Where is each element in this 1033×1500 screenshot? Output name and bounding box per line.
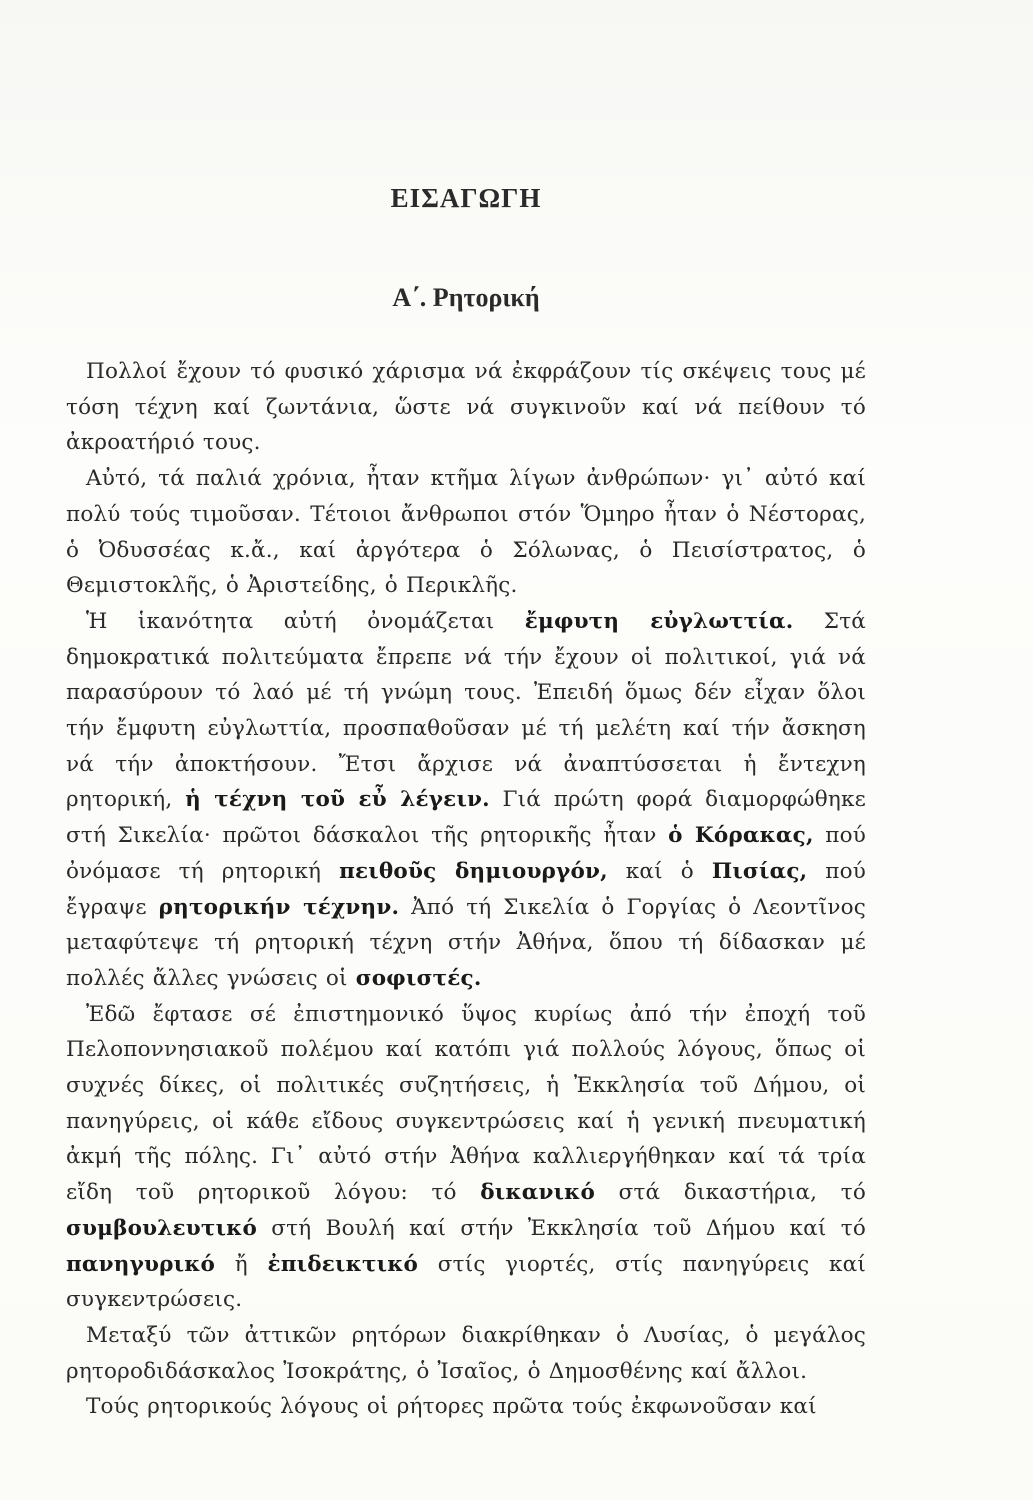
bold-term: ἔμφυτη εὐγλωττία.: [524, 608, 794, 634]
text-run: ἤ: [215, 1251, 268, 1277]
text-run: στά δικαστήρια, τό: [595, 1180, 867, 1206]
text-run: Γιά πρώτη φορά διαμορφώθηκε στή Σικελία· πρῶτοι δάσκαλοι τῆς ρητορικῆς ἦταν: [66, 787, 866, 849]
page-title: ΕΙΣΑΓΩΓΗ: [390, 183, 542, 213]
bold-term: ρητορικήν τέχνην.: [158, 894, 400, 920]
bold-term: ἐπιδεικτικό: [267, 1251, 419, 1277]
page-content: [66, 178, 867, 1420]
paragraph-4: [66, 997, 866, 1318]
bold-term: ἡ τέχνη τοῦ εὖ λέγειν.: [185, 787, 490, 813]
text-run: Ἐδῶ ἔφτασε σέ ἐπιστημονικό ὕψος κυρίως ἀπό τήν ἐποχή τοῦ Πελοποννησιακοῦ πολέμου καί κατόπι γιά πολλούς λόγους, ὅπως οἱ συχνές δίκες, οἱ πολιτικές συζητήσεις, ἡ Ἐκκλησία τοῦ Δήμου, οἱ πανηγύρεις, οἱ κάθε εἴδους συγκεντρώσεις καί ἡ γενική πνευματική ἀκμή τῆς πόλης. Γι᾿ αὐτό στήν Ἀθήνα καλλιεργήθηκαν καί τά τρία εἴδη τοῦ ρητορικοῦ λόγου: τό: [66, 1001, 866, 1206]
text-run: Ἀπό τή Σικελία ὁ Γοργίας ὁ Λεοντῖνος μεταφύτεψε τή ρητορική τέχνη στήν Ἀθήνα, ὅπου τή δίδασκαν μέ πολλές ἄλλες γνώσεις οἱ: [66, 894, 867, 991]
body-text: [66, 354, 866, 1425]
bold-term: ὁ Κόρακας,: [668, 823, 814, 849]
bold-term: πειθοῦς δημιουργόν,: [339, 858, 608, 884]
text-run: Τούς ρητορικούς λόγους οἱ ρήτορες πρῶτα τούς ἐκφωνοῦσαν καί: [86, 1394, 817, 1420]
paragraph-3: [66, 604, 866, 997]
section-heading: Α΄. Ρητορική: [392, 283, 540, 312]
text-run: Μεταξύ τῶν ἀττικῶν ρητόρων διακρίθηκαν ὁ Λυσίας, ὁ μεγάλος ρητοροδιδάσκαλος Ἰσοκράτης, ὁ Ἰσαῖος, ὁ Δημοσθένης καί ἄλλοι.: [66, 1322, 866, 1384]
bold-term: Πισίας,: [711, 858, 808, 884]
paragraph-2: [66, 461, 866, 604]
text-run: Ἡ ἱκανότητα αὐτή ὀνομάζεται: [86, 608, 525, 634]
paragraph-5: [66, 1318, 866, 1389]
bold-term: πανηγυρικό: [66, 1251, 216, 1277]
text-run: καί ὁ: [607, 858, 712, 884]
text-run: Στά δημοκρατικά πολιτεύματα ἔπρεπε νά τήν ἔχουν οἱ πολιτικοί, γιά νά παρασύρουν τό λαό μέ τή γνώμη τους. Ἐπειδή ὅμως δέν εἶχαν ὅλοι τήν ἔμφυτη εὐγλωττία, προσπαθοῦσαν μέ τή μελέτη καί τήν ἄσκηση νά τήν ἀποκτήσουν. Ἔτσι ἄρχισε νά ἀναπτύσσεται ἡ ἔντεχνη ρητορική,: [66, 608, 867, 813]
bold-term: δικανικό: [480, 1180, 596, 1206]
text-run: στή Βουλή καί στήν Ἐκκλησία τοῦ Δήμου καί τό: [257, 1215, 866, 1241]
text-run: πού ὀνόμασε τή ρητορική: [66, 823, 867, 884]
text-run: Πολλοί ἔχουν τό φυσικό χάρισμα νά ἐκφράζουν τίς σκέψεις τους μέ τόση τέχνη καί ζωντάνια, ὥστε νά συγκινοῦν καί νά πείθουν τό ἀκροατήριό τους.: [66, 359, 866, 456]
paragraph-1: [66, 354, 866, 461]
bold-term: συμβουλευτικό: [66, 1215, 258, 1241]
text-run: στίς γιορτές, στίς πανηγύρεις καί συγκεντρώσεις.: [66, 1251, 867, 1313]
text-run: Αὐτό, τά παλιά χρόνια, ἦταν κτῆμα λίγων ἀνθρώπων· γι᾿ αὐτό καί πολύ τούς τιμοῦσαν. Τέτοιοι ἄνθρωποι στόν Ὅμηρο ἦταν ὁ Νέστορας, ὁ Ὀδυσσέας κ.ἄ., καί ἀργότερα ὁ Σόλωνας, ὁ Πεισίστρατος, ὁ Θεμιστοκλῆς, ὁ Ἀριστείδης, ὁ Περικλῆς.: [66, 466, 866, 599]
paragraph-6: [66, 1389, 866, 1425]
bold-term: σοφιστές.: [355, 965, 482, 991]
text-run: πού ἔγραψε: [66, 858, 867, 920]
